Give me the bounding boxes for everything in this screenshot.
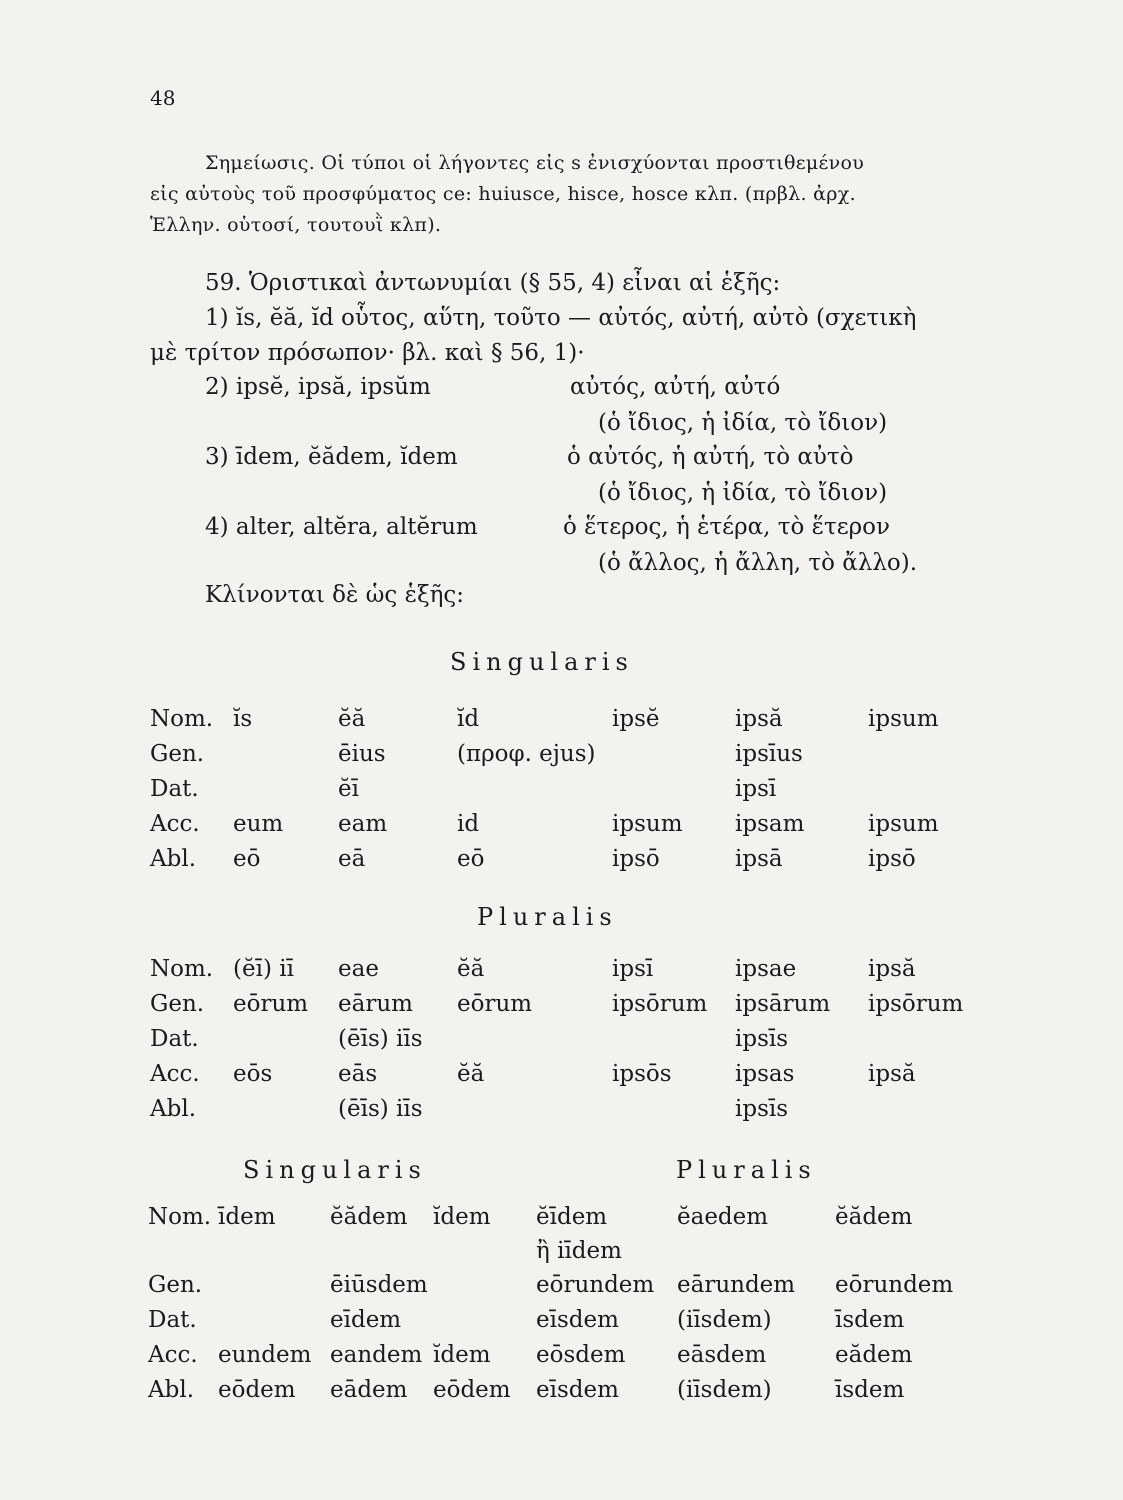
table-cell: ēius <box>338 741 386 767</box>
table-cell: ĕădem <box>330 1204 408 1230</box>
item2-latin: 2) ipsĕ, ipsă, ipsŭm <box>205 374 431 400</box>
section-heading: 59. Ὁριστικαὶ ἀντωνυμίαι (§ 55, 4) εἶναι αἱ ἑξῆς: <box>205 270 781 296</box>
case-label: Dat. <box>150 776 199 802</box>
table-cell: ipsōrum <box>868 991 964 1017</box>
table-cell: ĭdem <box>433 1342 491 1368</box>
table-cell: eōrum <box>233 991 309 1017</box>
table-cell: eōrundem <box>536 1272 655 1298</box>
table-cell: ipsă <box>868 956 916 982</box>
table-cell: ēiūsdem <box>330 1272 428 1298</box>
case-label: Dat. <box>150 1026 199 1052</box>
item4-greek-1: ὁ ἕτερος, ἡ ἑτέρα, τὸ ἕτερον <box>563 514 890 540</box>
table-cell: eōrum <box>457 991 533 1017</box>
table-cell: ipsum <box>868 706 939 732</box>
case-label: Acc. <box>150 811 200 837</box>
table-cell: ĕī <box>338 776 359 802</box>
table-cell: ĕă <box>338 706 366 732</box>
table-cell: ipsam <box>735 811 805 837</box>
table-cell: ipsō <box>868 846 916 872</box>
table-cell: ipsă <box>735 706 783 732</box>
table-cell: eōdem <box>218 1377 296 1403</box>
note-line-2: εἰς αὐτοὺς τοῦ προσφύματος ce: huiusce, hisce, hosce κλπ. (πρβλ. ἀρχ. <box>150 183 856 205</box>
table-cell: ĭd <box>457 706 480 732</box>
table-cell: īsdem <box>835 1377 905 1403</box>
is-plural-heading: Pluralis <box>477 903 618 931</box>
case-label: Gen. <box>150 991 205 1017</box>
table-cell: (iīsdem) <box>677 1307 772 1333</box>
table-cell: eārundem <box>677 1272 796 1298</box>
case-label: Acc. <box>150 1061 200 1087</box>
table-cell: ipsae <box>735 956 797 982</box>
table-cell: eīsdem <box>536 1307 619 1333</box>
table-cell: eōrundem <box>835 1272 954 1298</box>
table-cell: (iīsdem) <box>677 1377 772 1403</box>
table-cell: ipsārum <box>735 991 831 1017</box>
item3-greek-1: ὁ αὐτός, ἡ αὐτή, τὸ αὐτὸ <box>567 444 854 470</box>
is-singular-heading: Singularis <box>450 648 634 676</box>
table-cell: (ĕī) iī <box>233 956 294 982</box>
table-cell: ipsī <box>735 776 777 802</box>
table-cell: ĕă <box>457 956 485 982</box>
table-cell: ĭs <box>233 706 253 732</box>
table-cell: eōsdem <box>536 1342 626 1368</box>
table-cell: ipsōs <box>612 1061 672 1087</box>
item4-greek-2: (ὁ ἄλλος, ἡ ἄλλη, τὸ ἄλλο). <box>598 550 918 576</box>
table-cell: īsdem <box>835 1307 905 1333</box>
item2-greek-2: (ὁ ἴδιος, ἡ ἰδία, τὸ ἴδιον) <box>598 410 888 436</box>
declension-intro: Κλίνονται δὲ ὡς ἑξῆς: <box>205 582 465 608</box>
table-cell: eās <box>338 1061 378 1087</box>
case-label: Abl. <box>150 846 196 872</box>
table-cell: ἢ iīdem <box>536 1238 622 1264</box>
case-label: Nom. <box>148 1204 212 1230</box>
table-cell: eā <box>338 846 366 872</box>
page-number: 48 <box>150 86 176 110</box>
idem-singular-heading: Singularis <box>243 1156 427 1184</box>
item3-latin: 3) īdem, ĕădem, ĭdem <box>205 444 458 470</box>
table-cell: eandem <box>330 1342 423 1368</box>
case-label: Abl. <box>150 1096 196 1122</box>
table-cell: eō <box>233 846 261 872</box>
table-cell: ipsī <box>612 956 654 982</box>
table-cell: eāsdem <box>677 1342 767 1368</box>
table-cell: ĕīdem <box>536 1204 608 1230</box>
item2-greek-1: αὐτός, αὐτή, αὐτό <box>570 374 781 400</box>
case-label: Abl. <box>148 1377 194 1403</box>
table-cell: eīsdem <box>536 1377 619 1403</box>
case-label: Dat. <box>148 1307 197 1333</box>
table-cell: ipsă <box>868 1061 916 1087</box>
table-cell: eō <box>457 846 485 872</box>
table-cell: (ēīs) iīs <box>338 1096 423 1122</box>
item4-latin: 4) alter, altĕra, altĕrum <box>205 514 478 540</box>
table-cell: īdem <box>218 1204 276 1230</box>
table-cell: (προφ. ejus) <box>457 741 596 767</box>
table-cell: eārum <box>338 991 413 1017</box>
table-cell: ipsĕ <box>612 706 660 732</box>
table-cell: eae <box>338 956 379 982</box>
table-cell: ipsīus <box>735 741 803 767</box>
table-cell: ĕaedem <box>677 1204 769 1230</box>
table-cell: ĕă <box>457 1061 485 1087</box>
item1-line2: μὲ τρίτον πρόσωπον· βλ. καὶ § 56, 1)· <box>150 340 585 366</box>
table-cell: ipsā <box>735 846 783 872</box>
table-cell: eīdem <box>330 1307 402 1333</box>
note-line-3: Ἑλλην. οὑτοσί, τουτουῒ κλπ). <box>150 214 442 236</box>
table-cell: ipsō <box>612 846 660 872</box>
table-cell: ĭdem <box>433 1204 491 1230</box>
table-cell: ipsas <box>735 1061 795 1087</box>
table-cell: eum <box>233 811 284 837</box>
table-cell: ipsum <box>868 811 939 837</box>
item1-line1: 1) ĭs, ĕă, ĭd οὗτος, αὕτη, τοῦτο — αὐτός, αὐτή, αὐτὸ (σχετικὴ <box>205 305 917 331</box>
table-cell: ipsīs <box>735 1026 789 1052</box>
table-cell: eādem <box>330 1377 408 1403</box>
table-cell: eundem <box>218 1342 312 1368</box>
table-cell: eădem <box>835 1342 913 1368</box>
table-cell: eōdem <box>433 1377 511 1403</box>
case-label: Gen. <box>150 741 205 767</box>
table-cell: id <box>457 811 480 837</box>
case-label: Nom. <box>150 956 214 982</box>
table-cell: ipsōrum <box>612 991 708 1017</box>
table-cell: eam <box>338 811 388 837</box>
case-label: Nom. <box>150 706 214 732</box>
item3-greek-2: (ὁ ἴδιος, ἡ ἰδία, τὸ ἴδιον) <box>598 480 888 506</box>
case-label: Acc. <box>148 1342 198 1368</box>
table-cell: ipsum <box>612 811 683 837</box>
idem-plural-heading: Pluralis <box>676 1156 817 1184</box>
table-cell: eōs <box>233 1061 273 1087</box>
case-label: Gen. <box>148 1272 203 1298</box>
table-cell: ĕădem <box>835 1204 913 1230</box>
note-line-1: Σημείωσις. Οἱ τύποι οἱ λήγοντες εἰς s ἐνισχύονται προστιθεμένου <box>205 152 865 174</box>
table-cell: (ēīs) iīs <box>338 1026 423 1052</box>
table-cell: ipsīs <box>735 1096 789 1122</box>
